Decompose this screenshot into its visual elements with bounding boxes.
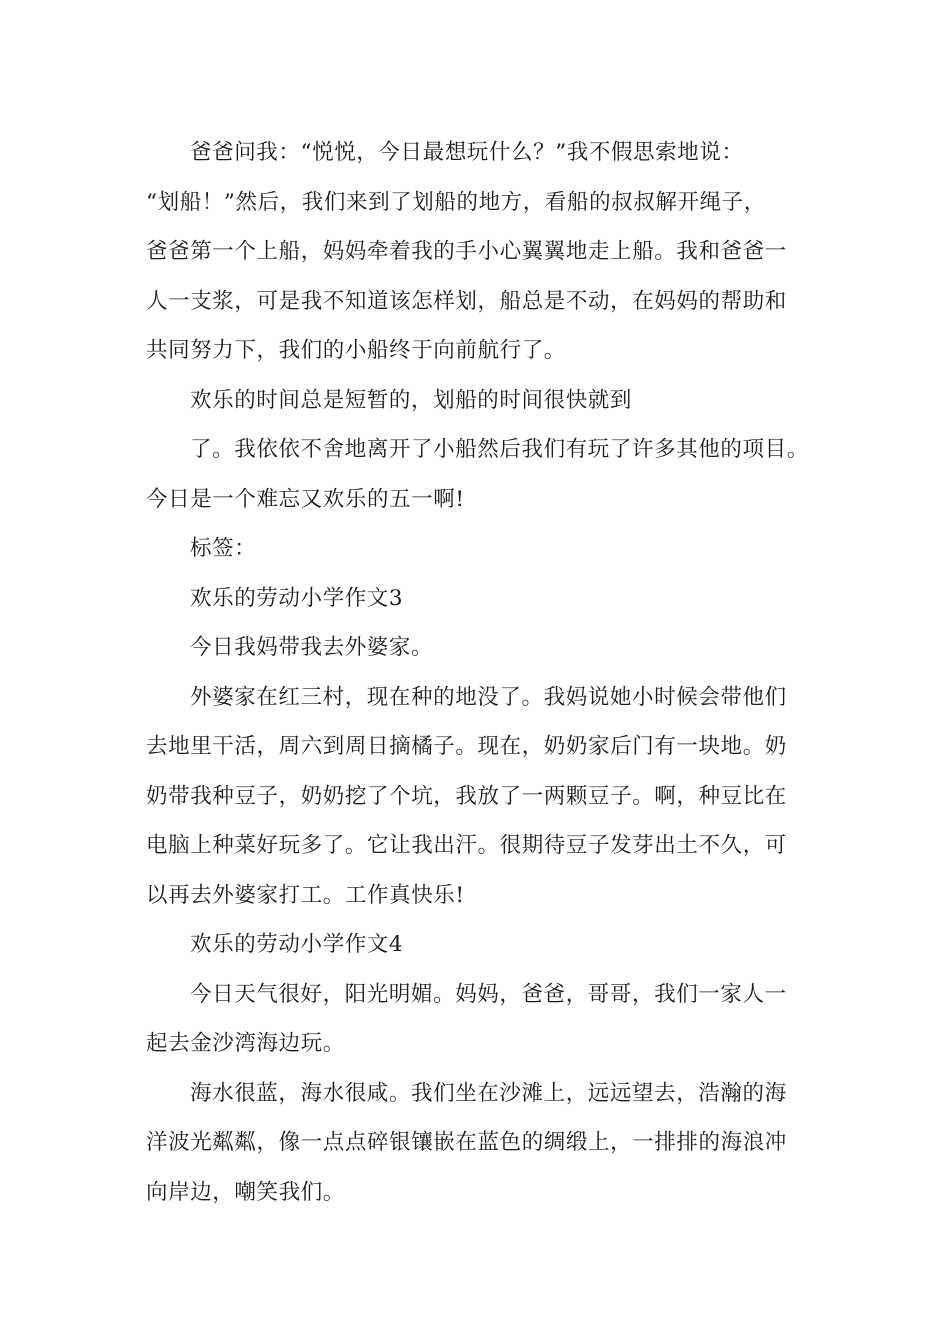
paragraph-happy-time xyxy=(146,376,816,426)
section-heading: 欢乐的劳动小学作文3 xyxy=(190,585,404,611)
paragraph-tags xyxy=(146,524,816,574)
text-line: 欢乐的时间总是短暂的，划船的时间很快就到 xyxy=(190,387,633,413)
paragraph-sea xyxy=(146,1069,816,1218)
text-line: 奶带我种豆子，奶奶挖了个坑，我放了一两颗豆子。啊，种豆比在 xyxy=(146,783,787,809)
document-body xyxy=(146,128,816,1217)
essay-heading-4 xyxy=(146,920,816,970)
text-line: 今日是一个难忘又欢乐的五一啊! xyxy=(146,486,465,512)
paragraph-boating xyxy=(146,128,816,376)
tags-label: 标签： xyxy=(190,536,257,561)
text-line: 电脑上种菜好玩多了。它让我出汗。很期待豆子发芽出土不久，可 xyxy=(146,833,787,858)
text-line: 今日我妈带我去外婆家。 xyxy=(190,635,434,660)
text-line: 起去金沙湾海边玩。 xyxy=(146,1031,345,1056)
text-line: 了。我依依不舍地离开了小船然后我们有玩了许多其他的项目。 xyxy=(190,437,809,462)
paragraph-grandma-visit xyxy=(146,623,816,673)
text-line: 人一支浆，可是我不知道该怎样划，船总是不动，在妈妈的帮助和 xyxy=(146,288,787,314)
text-line: 海水很蓝，海水很咸。我们坐在沙滩上，远远望去，浩瀚的海 xyxy=(190,1080,787,1106)
text-line: 向岸边，嘲笑我们。 xyxy=(146,1179,345,1205)
text-line: 爸爸第一个上船，妈妈牵着我的手小心翼翼地走上船。我和爸爸一 xyxy=(146,239,787,264)
text-line: 以再去外婆家打工。工作真快乐! xyxy=(146,882,465,908)
text-line: “划船！”然后，我们来到了划船的地方，看船的叔叔解开绳子， xyxy=(146,189,766,215)
paragraph-leaving-boat xyxy=(146,425,816,524)
text-line: 共同努力下，我们的小船终于向前航行了。 xyxy=(146,338,566,363)
text-line: 去地里干活，周六到周日摘橘子。现在，奶奶家后门有一块地。奶 xyxy=(146,734,787,759)
text-line: 洋波光粼粼，像一点点碎银镶嵌在蓝色的绸缎上，一排排的海浪冲 xyxy=(146,1130,787,1155)
text-line: 今日天气很好，阳光明媚。妈妈，爸爸，哥哥，我们一家人一 xyxy=(190,981,787,1007)
paragraph-beach-trip xyxy=(146,970,816,1069)
text-line: 外婆家在红三村，现在种的地没了。我妈说她小时候会带他们 xyxy=(190,684,787,710)
text-line: 爸爸问我：“悦悦，今日最想玩什么？”我不假思索地说： xyxy=(190,140,744,165)
paragraph-planting-beans xyxy=(146,673,816,921)
essay-heading-3 xyxy=(146,574,816,624)
section-heading: 欢乐的劳动小学作文4 xyxy=(190,932,404,957)
